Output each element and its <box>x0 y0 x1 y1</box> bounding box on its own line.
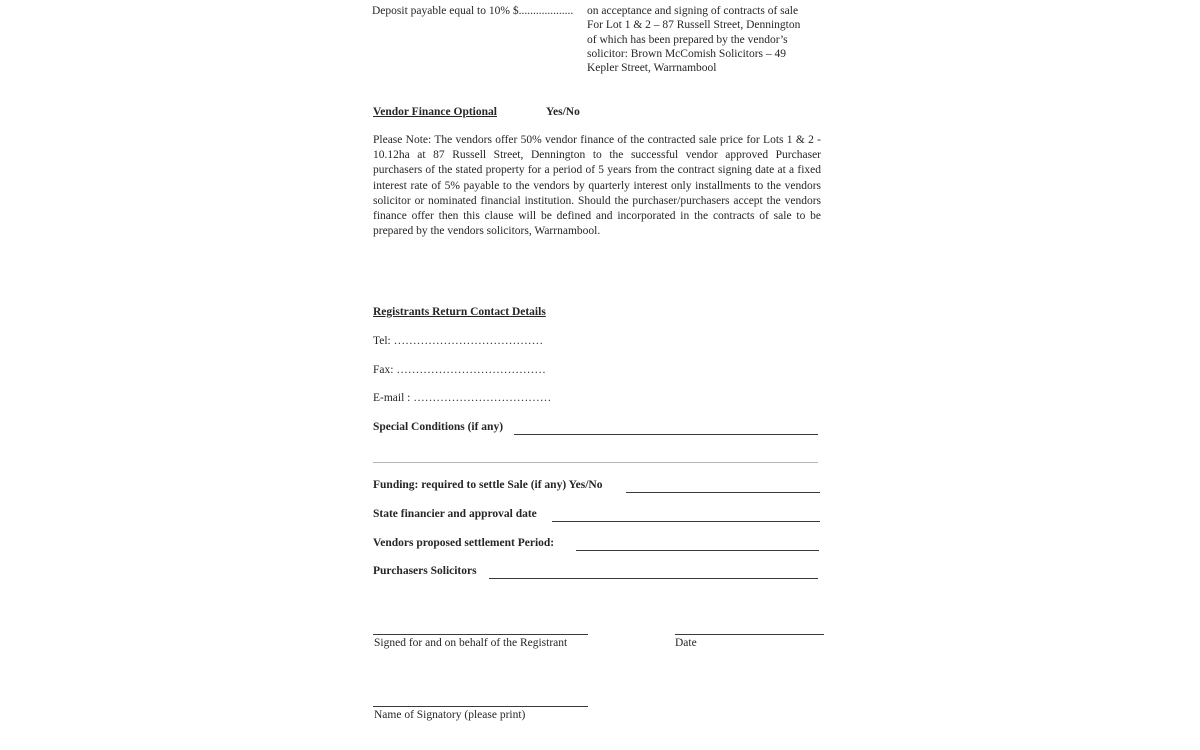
deposit-terms-5: Kepler Street, Warrnambool <box>587 62 717 74</box>
tel-field[interactable]: Tel: ………………………………… <box>373 335 544 347</box>
date-label: Date <box>675 637 697 649</box>
deposit-label-row <box>372 5 573 19</box>
vendor-finance-choice: Yes/No <box>546 106 580 118</box>
solicitors-line[interactable] <box>489 578 818 579</box>
vendor-finance-note: Please Note: The vendors offer 50% vendor finance of the contracted sale price for Lots 1 & 2 - 10.12ha at 87 Russell Street, Dennington to the successful vendor approved Purchaser purchasers of the stated property for a period of 5 years from the contract signing date at a fixed interest rate of 5% payable to the vendors by quarterly interest only installments to the vendors solicitor or nominated financial institution. Should the purchaser/purchasers accept the vendors finance offer then this clause will be defined and incorporated in the contracts of sale to be prepared by the vendors solicitors, Warrnambool. <box>373 134 821 238</box>
deposit-terms-3: of which has been prepared by the vendor’s <box>587 34 788 46</box>
financier-line[interactable] <box>552 521 820 522</box>
signatory-name-label: Name of Signatory (please print) <box>374 709 526 721</box>
deposit-terms-2: For Lot 1 & 2 – 87 Russell Street, Dennington <box>587 19 801 31</box>
funding-label: Funding: required to settle Sale (if any) Yes/No <box>373 479 603 491</box>
funding-line[interactable] <box>626 492 820 493</box>
date-line[interactable] <box>675 634 824 635</box>
fax-field[interactable]: Fax: ………………………………… <box>373 364 546 376</box>
special-conditions-line[interactable] <box>514 434 818 435</box>
settlement-label: Vendors proposed settlement Period: <box>373 537 555 549</box>
contact-heading: Registrants Return Contact Details <box>373 306 546 318</box>
deposit-terms-1: on acceptance and signing of contracts of sale <box>587 5 799 17</box>
settlement-line[interactable] <box>576 550 819 551</box>
deposit-label: Deposit payable equal to 10% $ <box>372 5 519 17</box>
vendor-finance-heading: Vendor Finance Optional <box>373 106 497 118</box>
deposit-terms-4: solicitor: Brown McComish Solicitors – 49 <box>587 48 787 60</box>
signatory-name-line[interactable] <box>373 706 588 707</box>
email-field[interactable]: E-mail : ……………………………… <box>373 392 552 404</box>
signed-label: Signed for and on behalf of the Registrant <box>374 637 568 649</box>
solicitors-label: Purchasers Solicitors <box>373 565 477 577</box>
special-conditions-label: Special Conditions (if any) <box>373 421 504 433</box>
deposit-leader: ................... <box>518 5 574 17</box>
signature-line[interactable] <box>373 634 588 635</box>
special-conditions-line-2[interactable] <box>373 462 818 463</box>
financier-label: State financier and approval date <box>373 508 537 520</box>
